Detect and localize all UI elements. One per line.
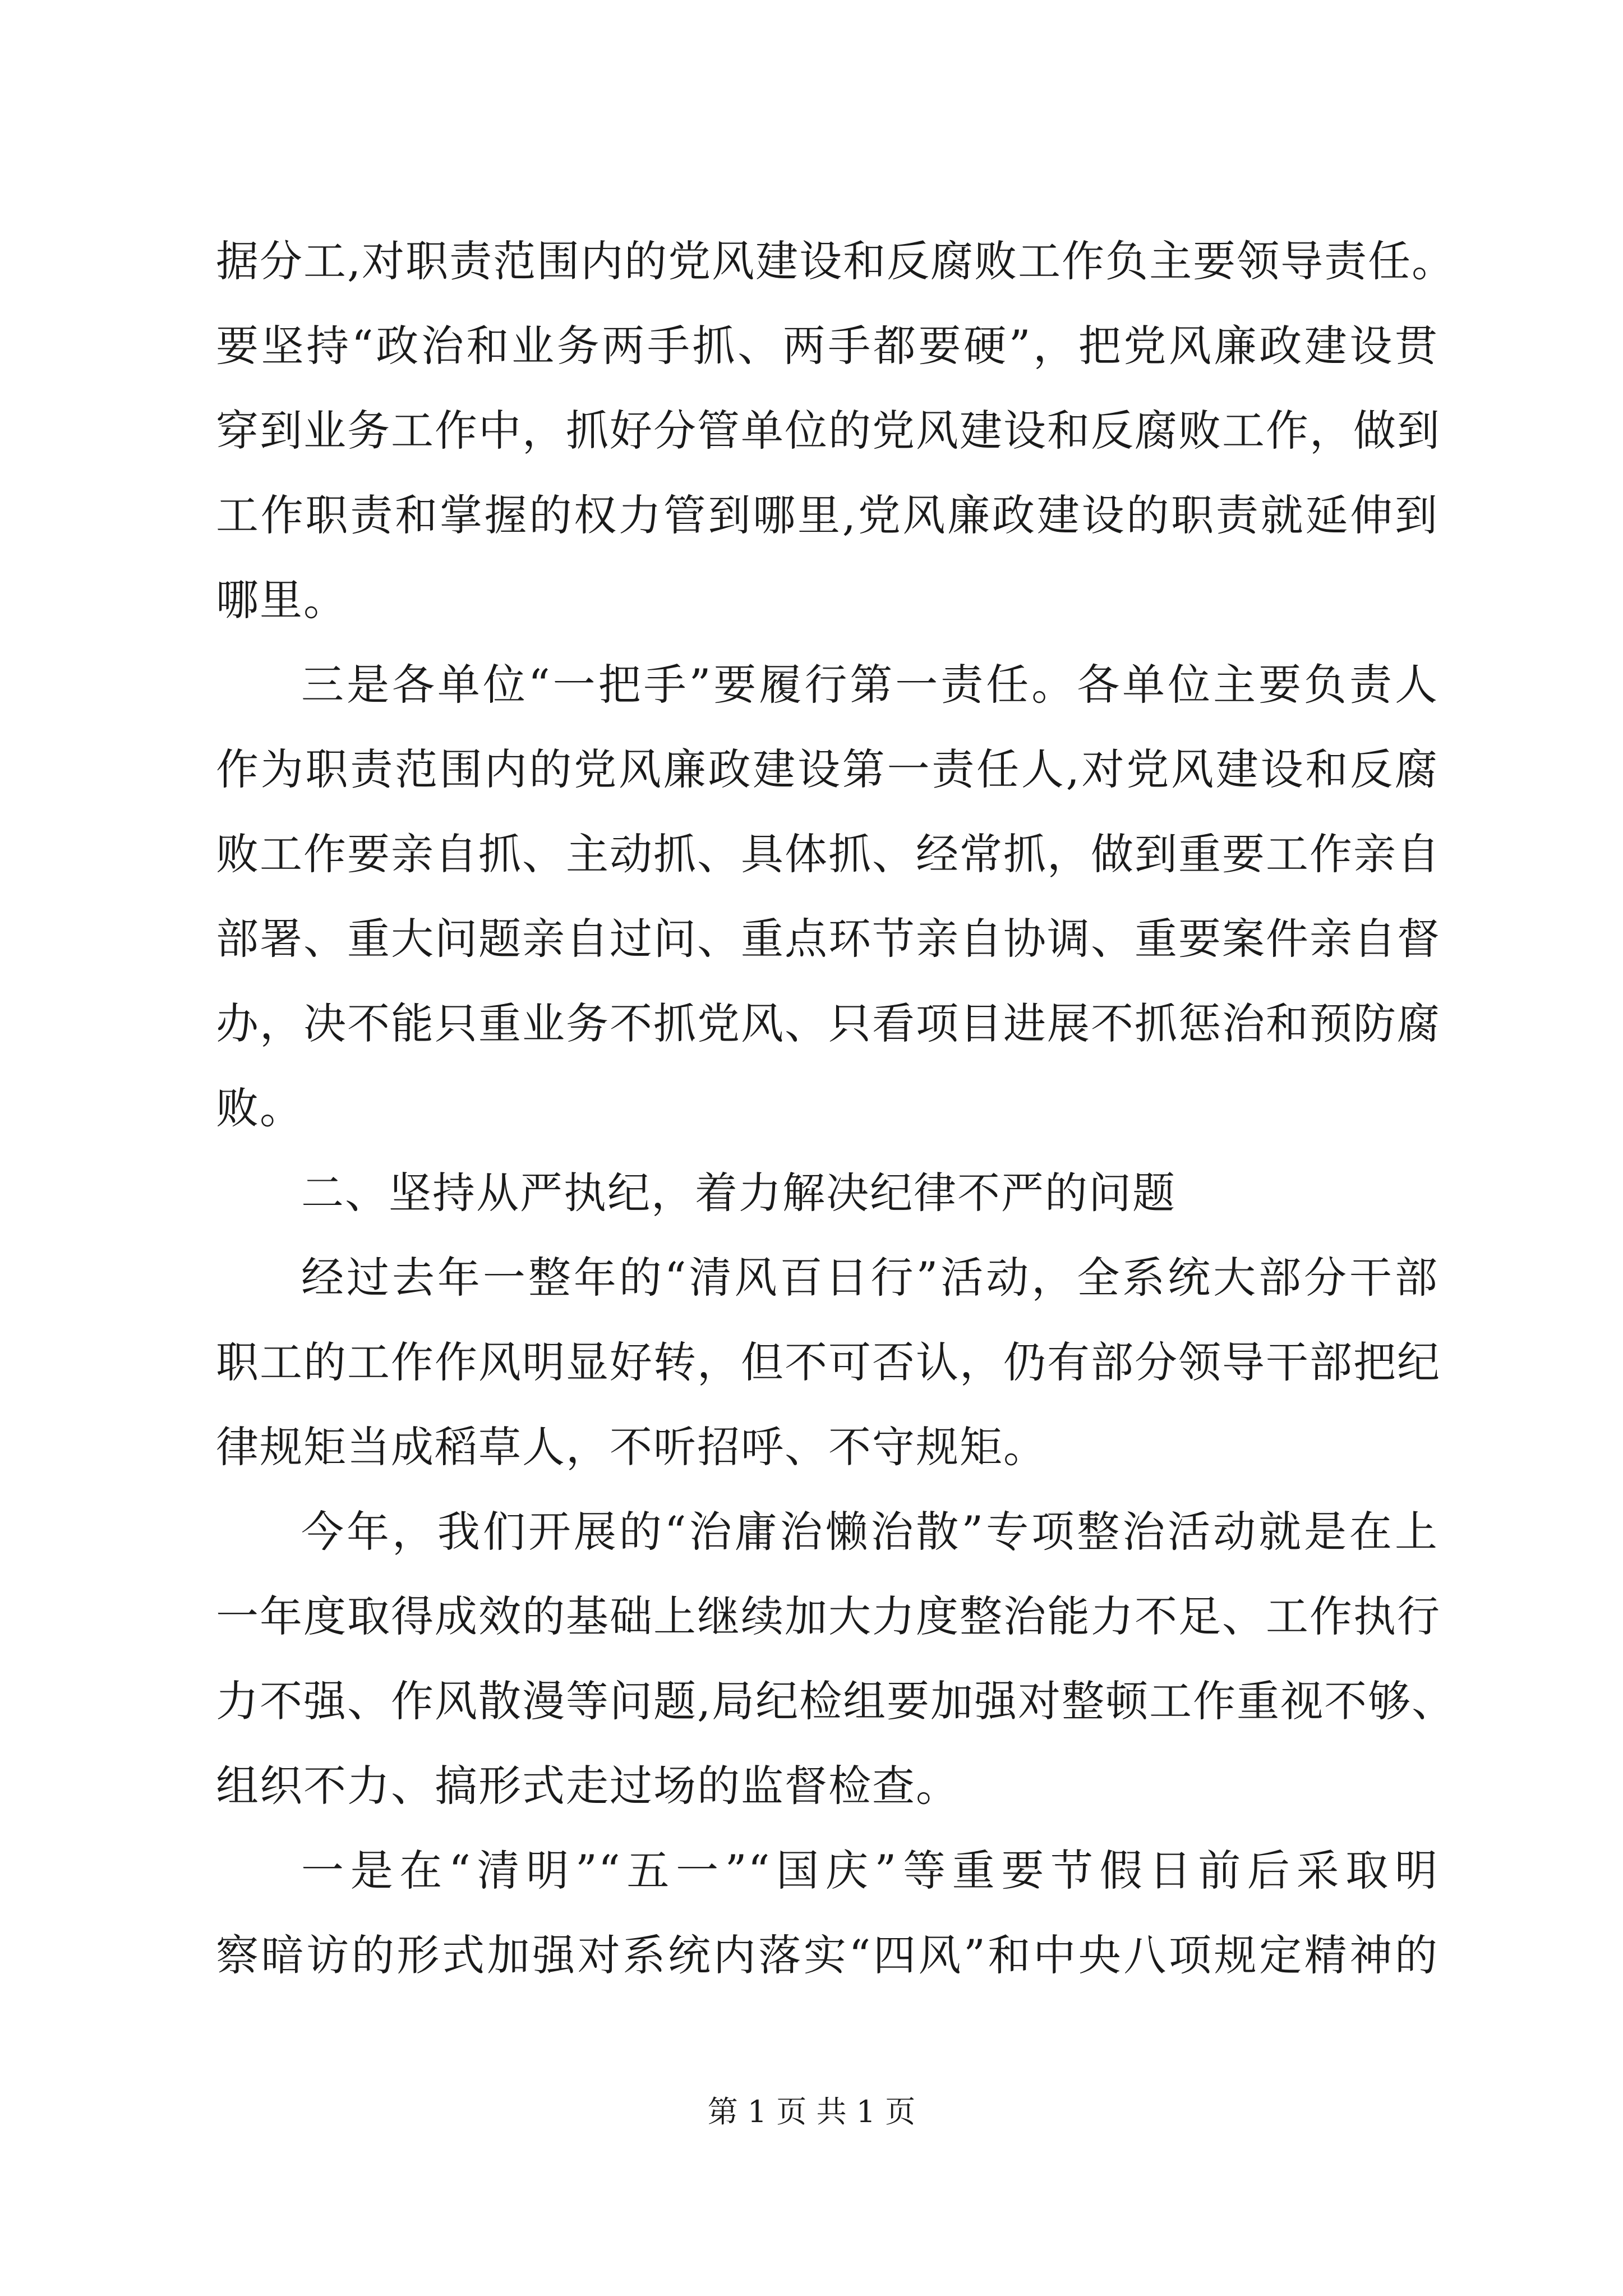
text-line: 经过去年一整年的“清风百日行”活动，全系统大部分干部 <box>301 1253 1438 1303</box>
text-line: 一是在“清明”“五一”“国庆”等重要节假日前后采取明 <box>301 1846 1438 1895</box>
text-line: 律规矩当成稻草人，不听招呼、不守规矩。 <box>216 1422 1047 1472</box>
text-line: 一年度取得成效的基础上继续加大力度整治能力不足、工作执行 <box>216 1591 1441 1641</box>
text-line: 作为职责范围内的党风廉政建设第一责任人,对党风建设和反腐 <box>216 744 1438 794</box>
text-line: 败工作要亲自抓、主动抓、具体抓、经常抓，做到重要工作亲自 <box>216 829 1441 879</box>
text-line: 工作职责和掌握的权力管到哪里,党风廉政建设的职责就延伸到 <box>216 490 1438 540</box>
text-line: 办，决不能只重业务不抓党风、只看项目进展不抓惩治和预防腐 <box>216 999 1441 1048</box>
page-number-label: 第 1 页 共 1 页 <box>707 2094 916 2129</box>
text-line: 哪里。 <box>216 575 347 625</box>
text-line: 组织不力、搞形式走过场的监督检查。 <box>216 1761 960 1811</box>
text-line: 三是各单位“一把手”要履行第一责任。各单位主要负责人 <box>301 660 1438 710</box>
text-line: 败。 <box>216 1083 303 1133</box>
section-heading: 二、坚持从严执纪，着力解决纪律不严的问题 <box>301 1168 1176 1218</box>
text-line: 力不强、作风散漫等问题,局纪检组要加强对整顿工作重视不够、 <box>216 1676 1456 1726</box>
text-line: 部署、重大问题亲自过问、重点环节亲自协调、重要案件亲自督 <box>216 914 1441 964</box>
document-body <box>216 219 1456 1998</box>
page-footer <box>0 2092 1623 2132</box>
text-line: 职工的工作作风明显好转，但不可否认，仍有部分领导干部把纪 <box>216 1337 1441 1387</box>
text-line: 要坚持“政治和业务两手抓、两手都要硬”，把党风廉政建设贯 <box>216 321 1438 371</box>
text-line: 今年，我们开展的“治庸治懒治散”专项整治活动就是在上 <box>301 1507 1438 1557</box>
text-line: 穿到业务工作中，抓好分管单位的党风建设和反腐败工作，做到 <box>216 406 1441 455</box>
text-line: 察暗访的形式加强对系统内落实“四风”和中央八项规定精神的 <box>216 1930 1438 1980</box>
text-line: 据分工,对职责范围内的党风建设和反腐败工作负主要领导责任。 <box>216 236 1456 286</box>
